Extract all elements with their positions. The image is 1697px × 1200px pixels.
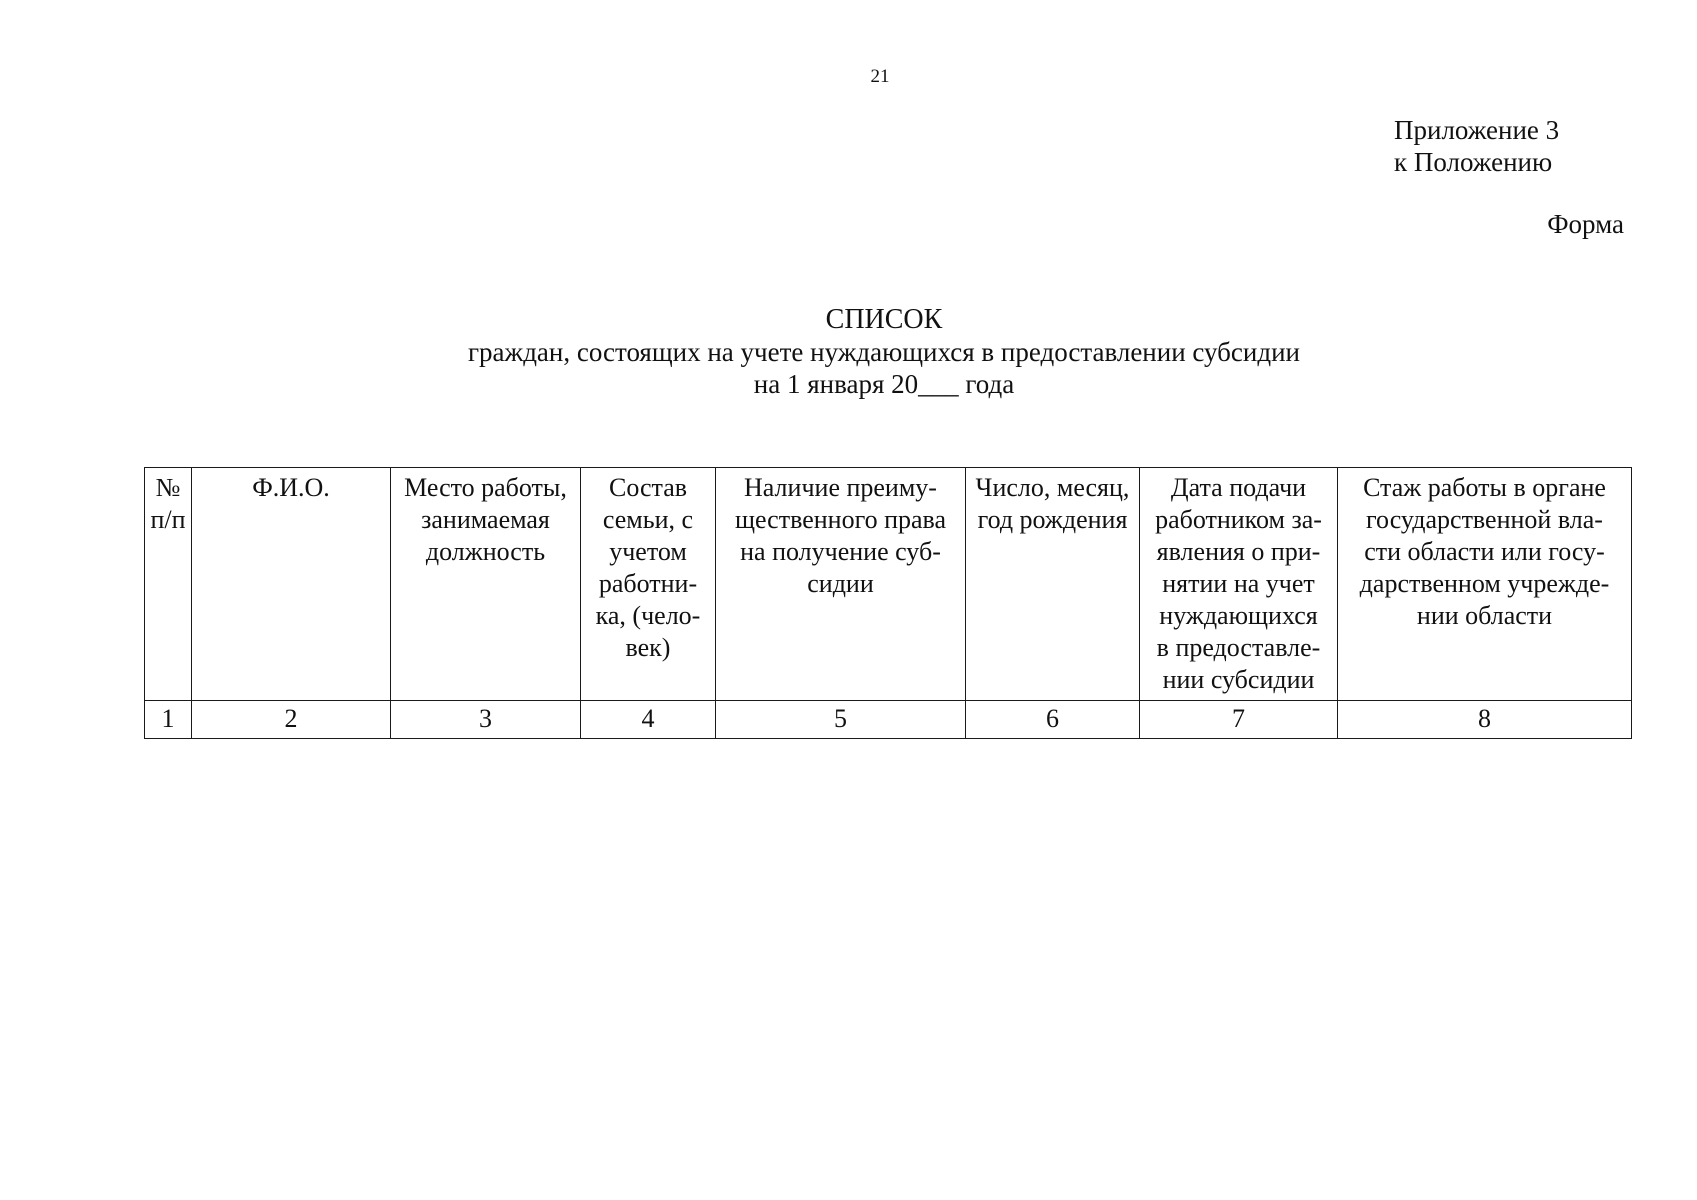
header-text-line: явления о при-	[1156, 537, 1321, 566]
header-cell-number	[145, 468, 192, 701]
header-text-line: нуждающихся	[1159, 601, 1318, 630]
header-text-line: Наличие преиму-	[744, 473, 937, 502]
title-date-line: на 1 января 20___ года	[753, 369, 1015, 399]
header-cell-workplace	[391, 468, 581, 701]
header-cell-birth-date	[966, 468, 1140, 701]
page-number: 21	[870, 66, 890, 87]
form-label: Форма	[1547, 209, 1624, 239]
header-text-line: семьи, с	[602, 505, 694, 534]
table-header-row	[145, 468, 1632, 701]
header-text-line: работником за-	[1155, 505, 1322, 534]
header-text-line: ка, (чело-	[595, 601, 701, 630]
header-cell-family-size	[581, 468, 716, 701]
appendix-line-2: к Положению	[1394, 147, 1553, 177]
header-text-line: сти области или госу-	[1364, 537, 1605, 566]
column-number-row	[145, 701, 1632, 739]
title-subtitle: граждан, состоящих на учете нуждающихся в предоставлении субсидии	[467, 337, 1300, 367]
header-text-line: №	[155, 473, 181, 502]
header-text-line: работни-	[598, 569, 698, 598]
header-text-line: сидии	[807, 569, 874, 598]
header-text-line: Состав	[608, 473, 688, 502]
column-number-cell: 2	[192, 701, 391, 739]
document-title	[0, 304, 1697, 400]
header-text-line: Ф.И.О.	[252, 473, 330, 502]
header-text-line: дарственном учрежде-	[1359, 569, 1610, 598]
column-number-cell: 1	[145, 701, 192, 739]
header-cell-preferential-right	[716, 468, 966, 701]
header-text-line: должность	[425, 537, 546, 566]
header-text-line: п/п	[150, 505, 186, 534]
header-text-line: Дата подачи	[1170, 473, 1307, 502]
header-cell-work-experience	[1338, 468, 1632, 701]
header-text-line: нии области	[1416, 601, 1553, 630]
column-number-cell: 7	[1140, 701, 1338, 739]
header-cell-application-date	[1140, 468, 1338, 701]
column-number-cell: 6	[966, 701, 1140, 739]
header-text-line: учетом	[609, 537, 687, 566]
title-heading: СПИСОК	[825, 304, 943, 335]
header-text-line: в предоставле-	[1156, 633, 1321, 662]
header-text-line: Число, месяц,	[975, 473, 1130, 502]
header-text-line: Стаж работы в органе	[1363, 473, 1606, 502]
header-text-line: государственной вла-	[1366, 505, 1603, 534]
appendix-line-1: Приложение 3	[1394, 115, 1560, 145]
header-text-line: щественного права	[734, 505, 947, 534]
header-text-line: год рождения	[977, 505, 1128, 534]
header-text-line: на получение суб-	[740, 537, 941, 566]
header-cell-full-name	[192, 468, 391, 701]
appendix-reference	[1394, 114, 1559, 178]
column-number-cell: 4	[581, 701, 716, 739]
header-text-line: век)	[625, 633, 671, 662]
header-text-line: нятии на учет	[1162, 569, 1315, 598]
header-text-line: Место работы,	[404, 473, 567, 502]
column-number-cell: 3	[391, 701, 581, 739]
header-text-line: нии субсидии	[1162, 665, 1315, 694]
column-number-cell: 8	[1338, 701, 1632, 739]
register-table	[144, 467, 1632, 739]
header-text-line: занимаемая	[421, 505, 550, 534]
column-number-cell: 5	[716, 701, 966, 739]
